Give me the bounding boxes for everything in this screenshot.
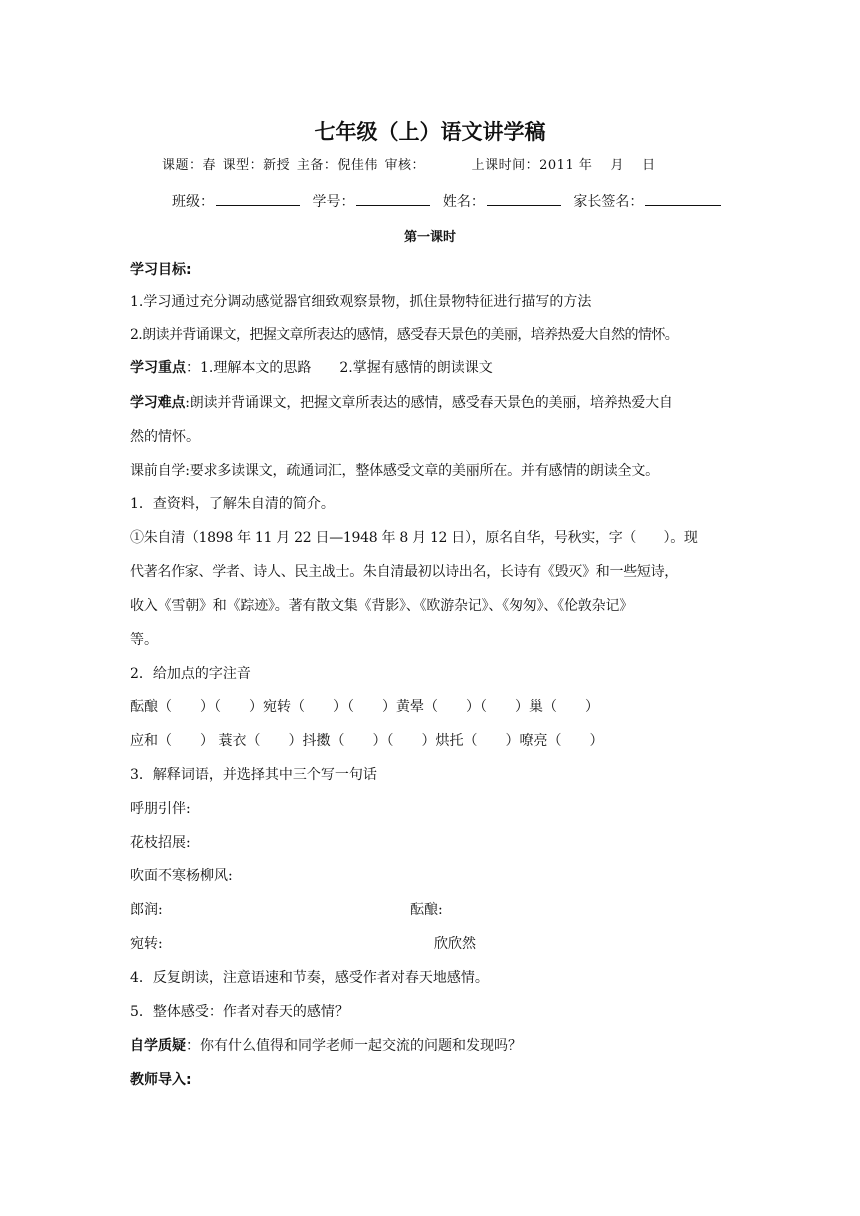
q3-word-1: 呼朋引伴:	[130, 801, 191, 817]
q3-word-3: 吹面不寒杨柳风:	[130, 868, 233, 884]
number-blank[interactable]	[356, 190, 430, 206]
section-title: 第一课时	[403, 230, 456, 245]
q2-head: 2．给加点的字注音	[130, 666, 251, 682]
student-info-row	[172, 190, 721, 212]
name-label: 姓名：	[442, 194, 485, 210]
q1-line-1: ①朱自清（1898 年 11 月 22 日—1948 年 8 月 12 日），原名自华，号秋实，字（ ）。现	[130, 530, 698, 546]
name-blank[interactable]	[487, 190, 561, 206]
meta-type: 课型：新授	[222, 158, 291, 173]
document-title: 七年级（上）语文讲学稿	[314, 120, 546, 144]
q1-line-2: 代著名作家、学者、诗人、民主战士。朱自清最初以诗出名，长诗有《毁灭》和一些短诗，	[130, 564, 678, 580]
difficulty-label: 学习难点	[130, 395, 186, 411]
q3-word-6: 宛转:	[130, 936, 163, 952]
class-label: 班级：	[172, 194, 214, 210]
q2-line-2: 应和（ ） 蓑衣（ ）抖擞（ ）（ ）烘托（ ）嘹亮（ ）	[130, 733, 604, 749]
doubt-label: 自学质疑	[130, 1038, 186, 1054]
meta-review: 审核：	[384, 158, 425, 173]
q3-head: 3．解释词语，并选择其中三个写一句话	[130, 767, 377, 783]
class-blank[interactable]	[216, 190, 300, 206]
difficulty-text-cont: 然的情怀。	[130, 429, 200, 445]
goals-label: 学习目标:	[130, 262, 192, 278]
meta-topic: 课题：春	[162, 158, 217, 173]
parent-signature-blank[interactable]	[645, 190, 721, 206]
q3-word-4: 郎润:	[130, 902, 163, 918]
key-points	[130, 358, 493, 378]
lesson-meta	[162, 156, 658, 176]
difficulty	[130, 393, 673, 413]
key-text-1: ：1.理解本文的思路	[186, 360, 312, 376]
teacher-intro-label: 教师导入:	[130, 1072, 192, 1088]
doubt-text: ：你有什么值得和同学老师一起交流的问题和发现吗？	[186, 1038, 522, 1054]
q2-line-1: 酝酿（ ）（ ）宛转（ ）（ ）黄晕（ ）（ ）巢（ ）	[130, 699, 599, 715]
preview-instruction: 课前自学:要求多读课文，疏通词汇，整体感受文章的美丽所在。并有感情的朗读全文。	[130, 463, 659, 479]
parent-label: 家长签名：	[573, 194, 644, 210]
goal-item-1: 1.学习通过充分调动感觉器官细致观察景物，抓住景物特征进行描写的方法	[130, 294, 592, 310]
q1-line-4: 等。	[130, 632, 158, 648]
goal-item-2: 2.朗读并背诵课文，把握文章所表达的感情，感受春天景色的美丽，培养热爱大自然的情怀。	[130, 327, 679, 343]
meta-time: 上课时间：2011 年 月 日	[471, 158, 656, 173]
key-text-2: 2.掌握有感情的朗读课文	[339, 360, 493, 376]
meta-lead: 主备：倪佳伟	[296, 158, 378, 173]
self-study-doubts	[130, 1036, 522, 1056]
q3-word-5: 酝酿:	[410, 902, 443, 918]
number-label: 学号：	[312, 194, 355, 210]
q1-head: 1．查资料，了解朱自清的简介。	[130, 496, 335, 512]
q1-line-3: 收入《雪朝》和《踪迹》。著有散文集《背影》、《欧游杂记》、《匆匆》、《伦敦杂记》	[130, 598, 633, 614]
difficulty-text: :朗读并背诵课文，把握文章所表达的感情，感受春天景色的美丽，培养热爱大自	[185, 395, 673, 411]
q3-word-2: 花枝招展:	[130, 835, 191, 851]
q5: 5．整体感受：作者对春天的感情？	[130, 1004, 349, 1020]
key-label: 学习重点	[130, 360, 186, 376]
q4: 4．反复朗读，注意语速和节奏，感受作者对春天地感情。	[130, 970, 489, 986]
q3-word-7: 欣欣然	[434, 936, 476, 952]
